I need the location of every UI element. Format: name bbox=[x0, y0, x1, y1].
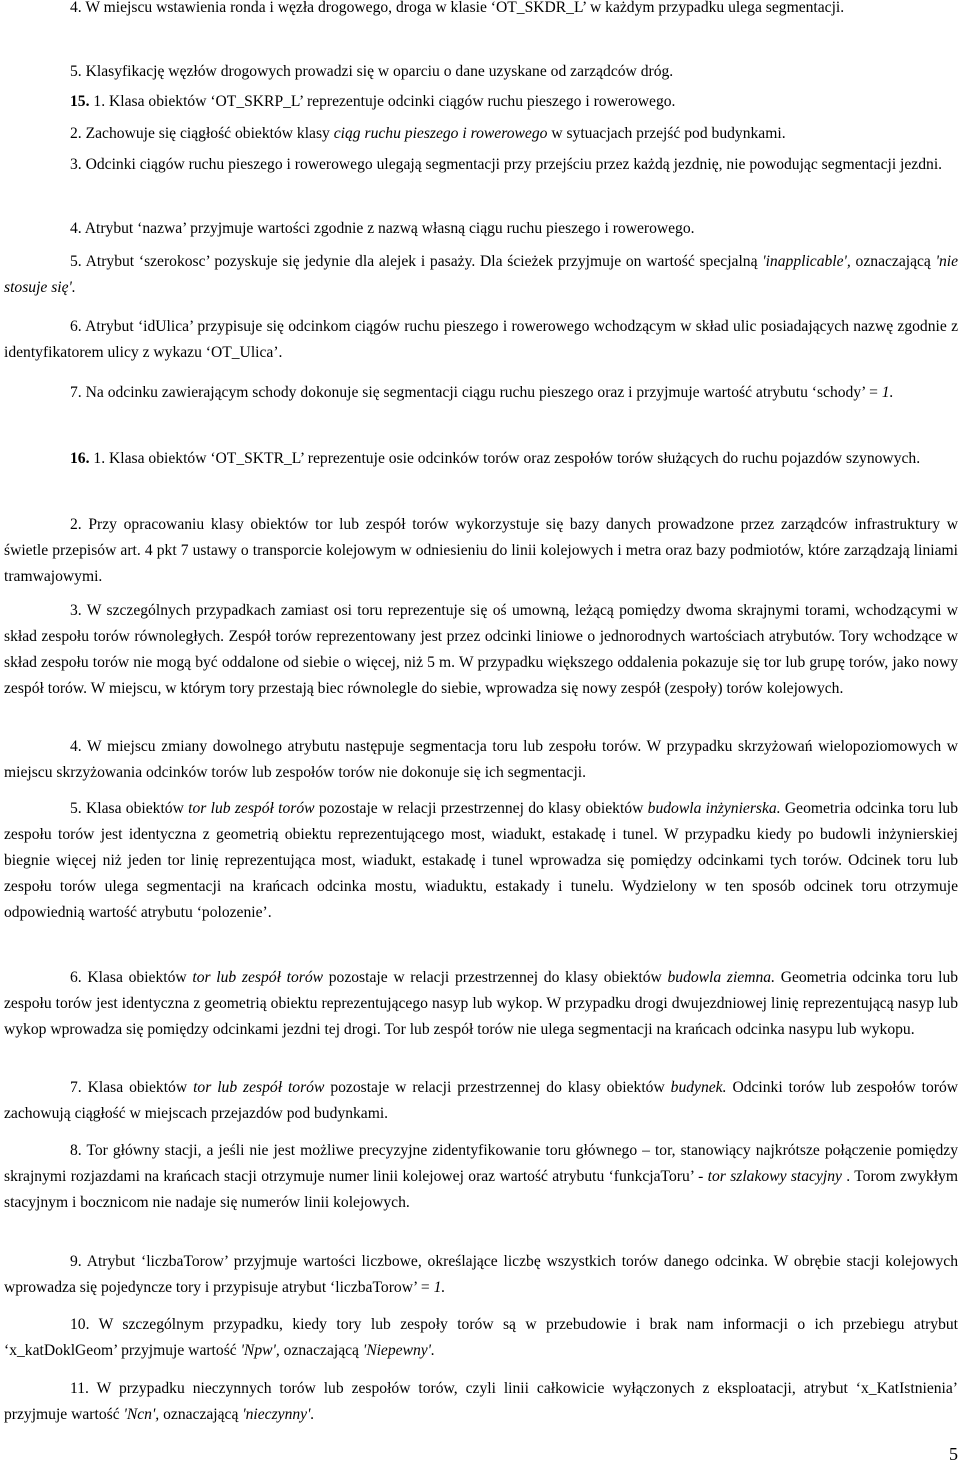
paragraph: 5. Klasa obiektów tor lub zespół torów pozostaje w relacji przestrzennej do klasy obiektów budowla inżynierska. Geometria odcinka toru lub zespołu torów jest identyczna z geometrią obiektu reprezentującego most, wiadukt, estakadę i tunel. W przypadku kiedy po budowli inżynierskiej biegnie więcej niż jeden tor linię reprezentująca most, wiadukt, estakadę i tunel wprowadza się pomiędzy odcinkami tych torów. Odcinek toru lub zespołu torów ulega segmentacji na krańcach odcinka mostu, wiaduktu, estakady i tunelu. Wydzielony w ten sposób odcinek toru otrzymuje odpowiednią wartość atrybutu ‘polozenie’. bbox=[4, 800, 958, 921]
paragraph: 10. W szczególnym przypadku, kiedy tory lub zespoły torów są w przebudowie i brak nam informacji o ich przebiegu atrybut ‘x_katDoklGeom’ przyjmuje wartość 'Npw', oznaczającą 'Niepewny'. bbox=[4, 1316, 958, 1359]
paragraph: 4. W miejscu wstawienia ronda i węzła drogowego, droga w klasie ‘OT_SKDR_L’ w każdym przypadku ulega segmentacji. bbox=[70, 0, 845, 16]
paragraph: 5. Klasyfikację węzłów drogowych prowadzi się w oparciu o dane uzyskane od zarządców dróg. bbox=[70, 63, 674, 80]
section-number: 15. bbox=[70, 93, 90, 110]
paragraph: 3. Odcinki ciągów ruchu pieszego i rowerowego ulegają segmentacji przy przejściu przez każdą jezdnię, nie powodując segmentacji jezdni. bbox=[70, 156, 943, 173]
paragraph: 6. Klasa obiektów tor lub zespół torów pozostaje w relacji przestrzennej do klasy obiektów budowla ziemna. Geometria odcinka toru lub zespołu torów jest identyczna z geometrią obiektu reprezentującego nasyp lub wykop. W przypadku drogi dwujezdniowej linię reprezentującą nasyp lub wykop wprowadza się pomiędzy odcinkami jezdni tej drogi. Tor lub zespół torów nie ulega segmentacji na krańcach odcinka nasypu lub wykopu. bbox=[4, 969, 959, 1038]
section-paragraph: 16. 1. Klasa obiektów ‘OT_SKTR_L’ reprezentuje osie odcinków torów oraz zespołów torów służących do ruchu pojazdów szynowych. bbox=[70, 450, 921, 467]
paragraph: 7. Na odcinku zawierającym schody dokonuje się segmentacji ciągu ruchu pieszego oraz i przyjmuje wartość atrybutu ‘schody’ = 1. bbox=[70, 384, 894, 401]
paragraph: 2. Przy opracowaniu klasy obiektów tor lub zespół torów wykorzystuje się bazy danych prowadzone przez zarządców infrastruktury w świetle przepisów art. 4 pkt 7 ustawy o transporcie kolejowym w odniesieniu do linii kolejowych i metra oraz bazy podmiotów, które zarządzają liniami tramwajowymi. bbox=[4, 516, 958, 585]
paragraph: 8. Tor główny stacji, a jeśli nie jest możliwe precyzyjne zidentyfikowanie toru głównego – tor, stanowiący najkrótsze połączenie pomiędzy skrajnymi rozjazdami na krańcach stacji otrzymuje numer linii kolejowej oraz wartość atrybutu ‘funkcjaToru’ - tor szlakowy stacyjny . Torom zwykłym stacyjnym i bocznicom nie nadaje się numerów linii kolejowych. bbox=[4, 1142, 958, 1211]
paragraph: 6. Atrybut ‘idUlica’ przypisuje się odcinkom ciągów ruchu pieszego i rowerowego wchodzącym w skład ulic posiadających nazwę zgodnie z identyfikatorem ulicy z wykazu ‘OT_Ulica’. bbox=[4, 318, 958, 361]
paragraph: 2. Zachowuje się ciągłość obiektów klasy ciąg ruchu pieszego i rowerowego w sytuacjach przejść pod budynkami. bbox=[70, 125, 786, 142]
paragraph: 3. W szczególnych przypadkach zamiast osi toru reprezentuje się oś umowną, leżącą pomiędzy dwoma skrajnymi torami, wchodzącymi w skład zespołu torów równoległych. Zespół torów reprezentowany jest przez odcinki liniowe o jednorodnych wartościach atrybutów. Tory wchodzące w skład zespołu torów nie mogą być oddalone od siebie o więcej, niż 5 m. W przypadku większego oddalenia pokazuje się tor lub grupę torów, jako nowy zespół torów. W miejscu, w którym tory przestają biec równolegle do siebie, wprowadza się nowy zespół (zespoły) torów kolejowych. bbox=[4, 602, 958, 697]
paragraph: 5. Atrybut ‘szerokosc’ pozyskuje się jedynie dla alejek i pasaży. Dla ścieżek przyjmuje on wartość specjalną 'inapplicable', oznaczającą 'nie stosuje się'. bbox=[4, 253, 958, 296]
page-number: 5 bbox=[949, 1444, 958, 1464]
paragraph: 11. W przypadku nieczynnych torów lub zespołów torów, czyli linii całkowicie wyłączonych z eksploatacji, atrybut ‘x_KatIstnienia’ przyjmuje wartość 'Ncn', oznaczającą 'nieczynny'. bbox=[4, 1380, 958, 1423]
paragraph: 4. Atrybut ‘nazwa’ przyjmuje wartości zgodnie z nazwą własną ciągu ruchu pieszego i rowerowego. bbox=[70, 220, 695, 237]
section-paragraph: 15. 1. Klasa obiektów ‘OT_SKRP_L’ reprezentuje odcinki ciągów ruchu pieszego i rowerowego. bbox=[70, 93, 676, 110]
paragraph: 9. Atrybut ‘liczbaTorow’ przyjmuje wartości liczbowe, określające liczbę wszystkich torów danego odcinka. W obrębie stacji kolejowych wprowadza się pojedyncze tory i przypisuje atrybut ‘liczbaTorow’ = 1. bbox=[4, 1253, 958, 1296]
paragraph: 4. W miejscu zmiany dowolnego atrybutu następuje segmentacja toru lub zespołu torów. W przypadku skrzyżowań wielopoziomowych w miejscu skrzyżowania odcinków torów lub zespołów torów nie dokonuje się ich segmentacji. bbox=[4, 738, 958, 781]
section-number: 16. bbox=[70, 450, 90, 467]
paragraph: 7. Klasa obiektów tor lub zespół torów pozostaje w relacji przestrzennej do klasy obiektów budynek. Odcinki torów lub zespołów torów zachowują ciągłość w miejscach przejazdów pod budynkami. bbox=[4, 1079, 959, 1122]
